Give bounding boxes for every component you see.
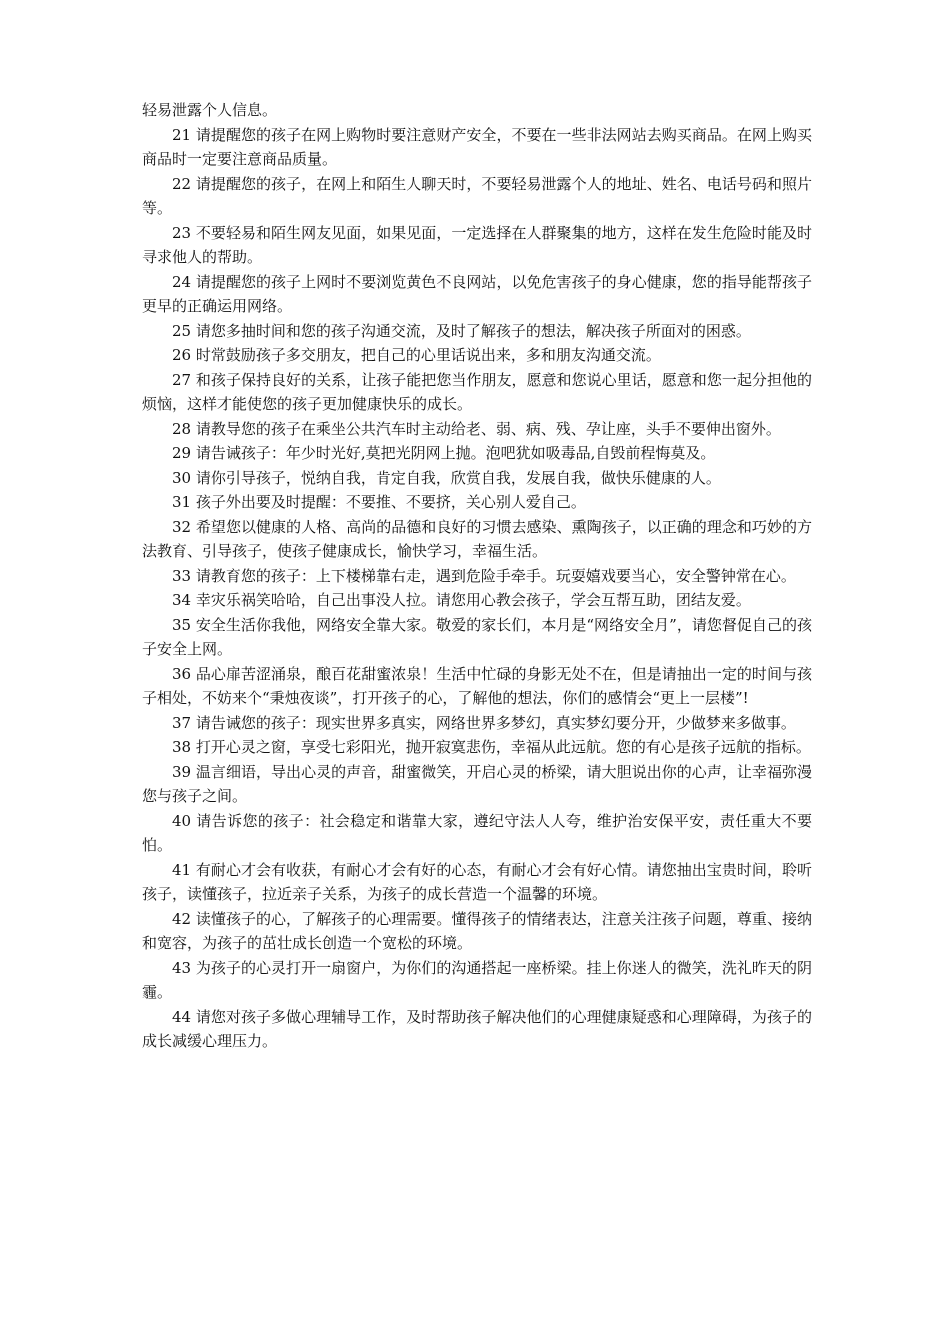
paragraph-item-40: 40 请告诉您的孩子：社会稳定和谐靠大家，遵纪守法人人夸，维护治安保平安，责任重大不要怕。 bbox=[142, 811, 812, 854]
paragraph-item-37: 37 请告诫您的孩子：现实世界多真实，网络世界多梦幻，真实梦幻要分开，少做梦来多做事。 bbox=[172, 713, 796, 732]
paragraph-item-32: 32 希望您以健康的人格、高尚的品德和良好的习惯去感染、熏陶孩子，以正确的理念和巧妙的方法教育、引导孩子，使孩子健康成长，愉快学习，幸福生活。 bbox=[142, 517, 812, 560]
paragraph-item-22: 22 请提醒您的孩子，在网上和陌生人聊天时，不要轻易泄露个人的地址、姓名、电话号码和照片等。 bbox=[142, 174, 812, 217]
paragraph-item-28: 28 请教导您的孩子在乘坐公共汽车时主动给老、弱、病、残、孕让座，头手不要伸出窗外。 bbox=[172, 419, 781, 438]
paragraph-item-39: 39 温言细语，导出心灵的声音，甜蜜微笑，开启心灵的桥梁，请大胆说出你的心声，让幸福弥漫您与孩子之间。 bbox=[142, 762, 812, 805]
paragraph-item-42: 42 读懂孩子的心，了解孩子的心理需要。懂得孩子的情绪表达，注意关注孩子问题，尊重、接纳和宽容，为孩子的茁壮成长创造一个宽松的环境。 bbox=[142, 909, 812, 952]
document-page bbox=[142, 98, 812, 1054]
paragraph-item-26: 26 时常鼓励孩子多交朋友，把自己的心里话说出来，多和朋友沟通交流。 bbox=[172, 346, 661, 364]
paragraph-item-31: 31 孩子外出要及时提醒：不要推、不要挤，关心别人爱自己。 bbox=[172, 493, 586, 511]
paragraph-item-27: 27 和孩子保持良好的关系，让孩子能把您当作朋友，愿意和您说心里话，愿意和您一起分担他的烦恼，这样才能使您的孩子更加健康快乐的成长。 bbox=[142, 370, 812, 413]
paragraph-item-44: 44 请您对孩子多做心理辅导工作，及时帮助孩子解决他们的心理健康疑惑和心理障碍，为孩子的成长减缓心理压力。 bbox=[142, 1007, 812, 1050]
paragraph-item-25: 25 请您多抽时间和您的孩子沟通交流，及时了解孩子的想法，解决孩子所面对的困惑。 bbox=[172, 321, 751, 340]
paragraph-item-23: 23 不要轻易和陌生网友见面，如果见面，一定选择在人群聚集的地方，这样在发生危险时能及时寻求他人的帮助。 bbox=[142, 223, 812, 266]
paragraph-item-38: 38 打开心灵之窗，享受七彩阳光，抛开寂寞悲伤，幸福从此远航。您的有心是孩子远航的指标。 bbox=[172, 738, 811, 756]
paragraph-item-41: 41 有耐心才会有收获，有耐心才会有好的心态，有耐心才会有好心情。请您抽出宝贵时间，聆听孩子，读懂孩子，拉近亲子关系，为孩子的成长营造一个温馨的环境。 bbox=[142, 860, 812, 903]
paragraph-item-29: 29 请告诫孩子：年少时光好,莫把光阴网上抛。泡吧犹如吸毒品,自毁前程悔莫及。 bbox=[172, 444, 716, 462]
paragraph-item-36: 36 品心扉苦涩涌泉，酿百花甜蜜浓泉！生活中忙碌的身影无处不在，但是请抽出一定的时间与孩子相处，不妨来个“秉烛夜谈”，打开孩子的心，了解他的想法，你们的感情会“更上一层楼”! bbox=[142, 664, 812, 707]
paragraph-item-24: 24 请提醒您的孩子上网时不要浏览黄色不良网站，以免危害孩子的身心健康，您的指导能帮孩子更早的正确运用网络。 bbox=[142, 272, 812, 315]
paragraph-item-30: 30 请你引导孩子，悦纳自我，肯定自我，欣赏自我，发展自我，做快乐健康的人。 bbox=[172, 468, 721, 487]
paragraph-item-21: 21 请提醒您的孩子在网上购物时要注意财产安全，不要在一些非法网站去购买商品。在网上购买商品时一定要注意商品质量。 bbox=[142, 125, 812, 168]
paragraph-continuation: 轻易泄露个人信息。 bbox=[142, 101, 278, 119]
paragraph-item-43: 43 为孩子的心灵打开一扇窗户，为你们的沟通搭起一座桥梁。挂上你迷人的微笑，洗礼昨天的阴霾。 bbox=[142, 958, 812, 1001]
paragraph-item-34: 34 幸灾乐祸笑哈哈，自己出事没人拉。请您用心教会孩子，学会互帮互助，团结友爱。 bbox=[172, 591, 751, 609]
paragraph-item-35: 35 安全生活你我他，网络安全靠大家。敬爱的家长们，本月是“网络安全月”，请您督促自己的孩子安全上网。 bbox=[142, 615, 812, 658]
paragraph-item-33: 33 请教育您的孩子：上下楼梯靠右走，遇到危险手牵手。玩耍嬉戏要当心，安全警钟常在心。 bbox=[172, 566, 796, 585]
